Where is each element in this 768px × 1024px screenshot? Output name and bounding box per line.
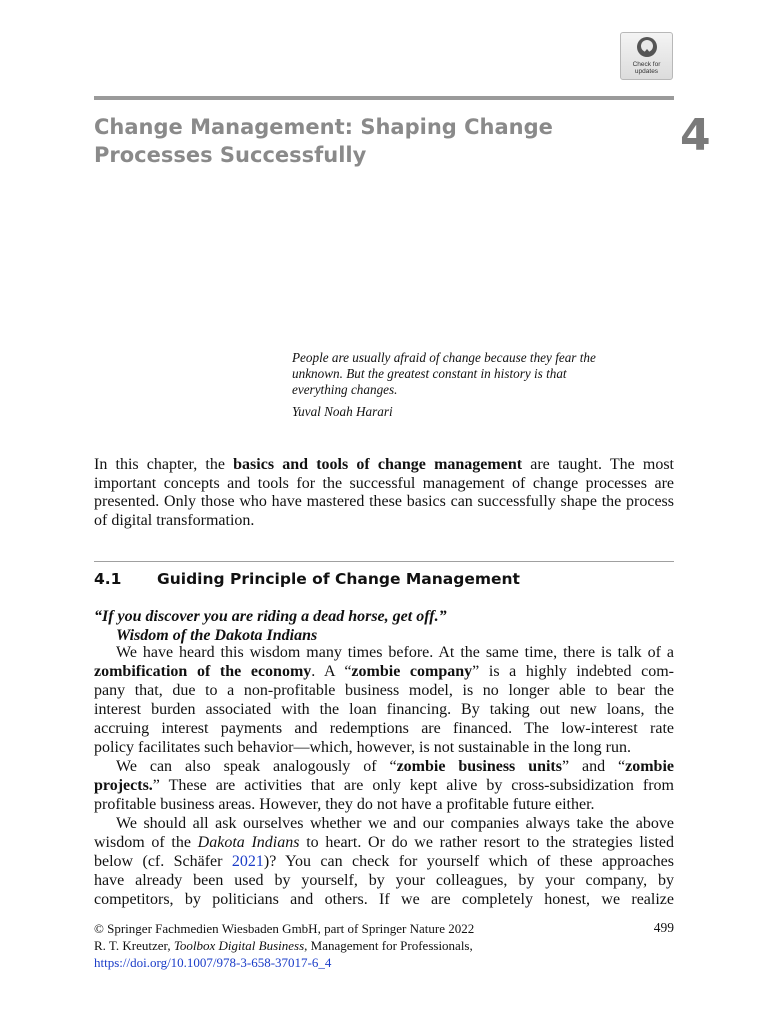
doi-link[interactable]: https://doi.org/10.1007/978-3-658-37017-6_4: [94, 955, 332, 970]
citation-link-2021[interactable]: 2021: [231, 853, 264, 870]
chapter-title: [94, 113, 634, 169]
body-line-11-end: to heart. Or do we rather resort to the strategies listed: [299, 834, 675, 851]
body-line-7-start: We can also speak analogously of “: [116, 758, 397, 775]
term-zombie-company: zombie company: [351, 663, 473, 680]
chapter-title-line-2: Processes Successfully: [94, 143, 367, 167]
footer-citation: [94, 937, 473, 954]
intro-text-start: In this chapter, the: [94, 456, 234, 473]
body-line-4: interest burden associated with the loan financing. By taking out new loans, the: [94, 701, 674, 718]
citation-book-title: Toolbox Digital Business: [173, 938, 305, 953]
body-line-13: have already been used by yourself, by your colleagues, by your company, by: [94, 872, 674, 889]
body-line-3: pany that, due to a non-profitable business model, is no longer able to bear the: [94, 682, 674, 699]
body-line-6: policy facilitates such behavior—which, however, is not sustainable in the long run.: [94, 739, 632, 756]
check-for-updates-badge[interactable]: [620, 32, 673, 80]
badge-label: [621, 61, 672, 75]
section-rule: [94, 561, 674, 562]
intro-text-end: are taught. The most important concepts and tools for the successful management of change processes are presented. Only those who have mastered these basics can successfully shape the process of digital transformation.: [94, 456, 675, 529]
body-line-7: [116, 757, 674, 776]
chapter-title-line-1: Change Management: Shaping Change: [94, 115, 553, 139]
term-zombie-business-units: zombie business units: [396, 758, 562, 775]
body-line-2-mid: . A “: [311, 663, 352, 680]
body-line-12: [94, 852, 674, 871]
body-line-10: We should all ask ourselves whether we and our companies always take the above: [116, 815, 674, 832]
body-line-2-end: ” is a highly indebted com-: [472, 663, 675, 680]
epigraph-author: Yuval Noah Harari: [292, 404, 393, 419]
epigraph-line-1: People are usually afraid of change because they fear the: [292, 350, 596, 365]
term-zombie: zombie: [625, 758, 674, 775]
chapter-top-rule: [94, 96, 674, 100]
badge-line-1: Check for: [632, 61, 661, 68]
epigraph-quote: [292, 350, 652, 398]
body-line-11: [94, 833, 674, 852]
intro-paragraph: [94, 456, 674, 530]
section-number: 4.1: [94, 570, 122, 588]
body-line-14: competitors, by politicians and others. If we are completely honest, we realize: [94, 891, 674, 908]
body-line-8: [94, 776, 674, 795]
body-line-1: We have heard this wisdom many times before. At the same time, there is talk of a: [116, 644, 674, 661]
body-line-12-start: below (cf. Schäfer: [94, 853, 232, 870]
body-line-12-end: )? You can check for yourself which of these approaches: [263, 853, 674, 870]
epigraph-line-3: everything changes.: [292, 382, 398, 397]
term-projects: projects.: [94, 777, 153, 794]
epigraph-line-2: unknown. But the greatest constant in history is that: [292, 366, 567, 381]
body-line-5: accruing interest payments and redemptions are financed. The low-interest rate: [94, 720, 674, 737]
body-line-7-mid: ” and “: [561, 758, 626, 775]
body-line-9: profitable business areas. However, they do not have a profitable future either.: [94, 796, 595, 813]
citation-end: , Management for Professionals,: [304, 938, 473, 953]
motto-quote: “If you discover you are riding a dead horse, get off.”: [94, 608, 447, 625]
body-line-11-start: wisdom of the: [94, 834, 198, 851]
badge-line-2: updates: [634, 68, 659, 75]
term-dakota-indians: Dakota Indians: [197, 834, 300, 851]
section-title: Guiding Principle of Change Management: [157, 570, 520, 588]
crossmark-icon: [636, 36, 658, 58]
footer-copyright: © Springer Fachmedien Wiesbaden GmbH, part of Springer Nature 2022: [94, 921, 475, 936]
intro-bold-term: basics and tools of change management: [233, 456, 523, 473]
motto-source: Wisdom of the Dakota Indians: [116, 627, 318, 644]
chapter-number: 4: [680, 110, 711, 161]
term-zombification: zombification of the economy: [94, 663, 312, 680]
body-line-8-end: ” These are activities that are only kept alive by cross-subsidization from: [152, 777, 674, 794]
body-line-2: [94, 662, 674, 681]
page-number: 499: [653, 920, 674, 935]
citation-start: R. T. Kreutzer,: [94, 938, 174, 953]
